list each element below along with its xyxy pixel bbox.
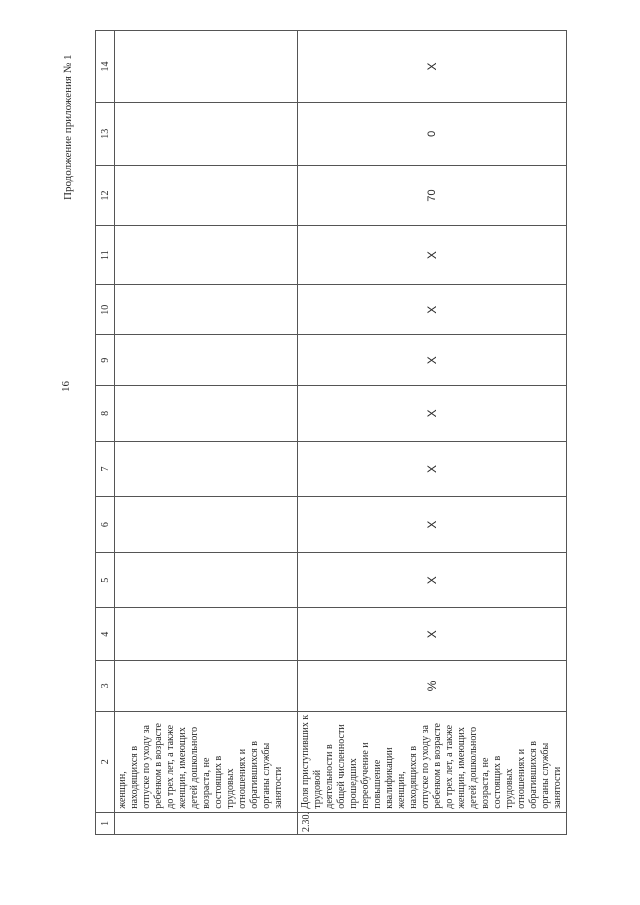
value-cell: X [298,335,567,386]
table-row [298,31,567,835]
indicator-text: женщин, находящихся в отпуске по уходу за ребенком в возрасте до трех лет, а также женщин, имеющих детей дошкольного возраста, не состоящих в трудовых отношениях и обратившихся в органы службы занятости [115,711,298,812]
row-number: 2.30. [298,812,567,834]
value-cell: 70 [298,165,567,226]
value-cell [115,226,298,285]
value-cell [115,441,298,497]
column-header: 1 [96,812,115,834]
value-cell: X [298,441,567,497]
column-header: 14 [96,31,115,103]
value-cell: X [298,284,567,335]
column-header: 13 [96,102,115,165]
value-cell [115,552,298,608]
value-cell: X [298,226,567,285]
column-header: 12 [96,165,115,226]
value-cell [115,608,298,661]
value-cell [115,335,298,386]
value-cell: X [298,386,567,442]
column-header: 6 [96,497,115,553]
value-cell: X [298,497,567,553]
column-header: 8 [96,386,115,442]
column-header: 2 [96,711,115,812]
value-cell [115,497,298,553]
column-header: 4 [96,608,115,661]
value-cell [115,386,298,442]
value-cell: X [298,608,567,661]
header-row [96,31,115,835]
appendix-continuation-header: Продолжение приложения № 1 [62,54,74,200]
indicators-table [95,30,567,835]
page-number: 16 [60,381,72,392]
column-header: 10 [96,284,115,335]
indicator-text: Доля приступивших к трудовой деятельности в общей численности прошедших переобучение и повышение квалификации женщин, находящихся в отпуске по уходу за ребенком в возрасте до трех лет, а также женщин, имеющих детей дошкольного возраста, не состоящих в трудовых отношениях и обратившихся в органы службы занятости [298,711,567,812]
table-row [115,31,298,835]
column-header: 3 [96,661,115,712]
column-header: 9 [96,335,115,386]
value-cell: 0 [298,102,567,165]
column-header: 7 [96,441,115,497]
row-number [115,812,298,834]
value-cell [115,102,298,165]
unit-cell [115,661,298,712]
value-cell [115,284,298,335]
unit-cell: % [298,661,567,712]
value-cell: X [298,552,567,608]
column-header: 11 [96,226,115,285]
rotated-table-wrapper [95,30,563,835]
value-cell [115,165,298,226]
value-cell [115,31,298,103]
column-header: 5 [96,552,115,608]
value-cell: X [298,31,567,103]
